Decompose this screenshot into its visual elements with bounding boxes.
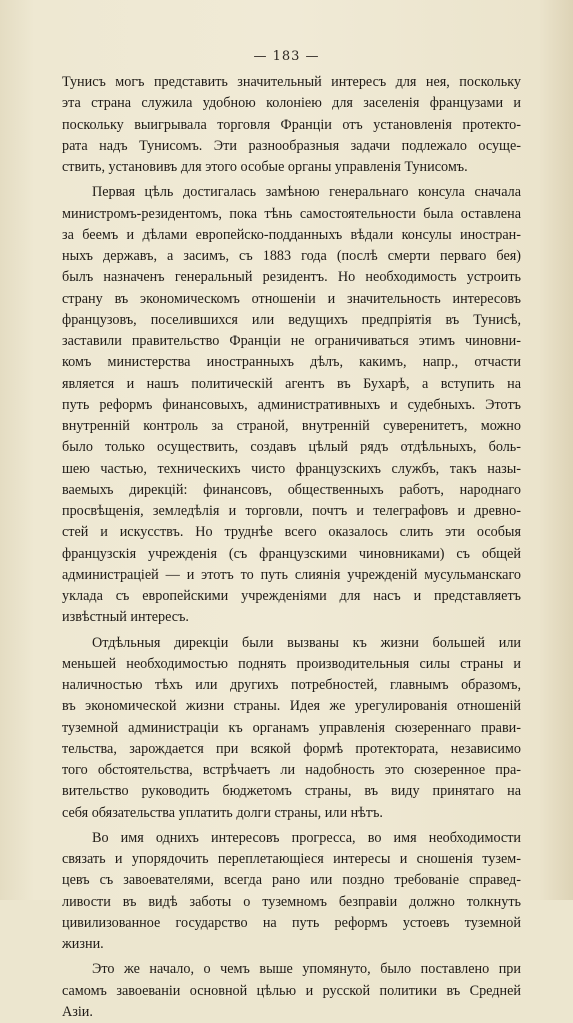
text-line: цевъ съ завоевателями, всегда рано или поздно требованіе справед-	[62, 872, 521, 889]
text-line: заставили правительство Франціи не ограничиваться этимъ чиновни-	[62, 333, 521, 349]
text-line: эта страна служила удобною колоніею для заселенія французами и	[62, 95, 521, 112]
text-line: французскія учрежденія (съ французскими чиновниками) съ общей	[62, 545, 521, 562]
text-line: является и нашъ политическій агентъ въ Бухарѣ, а вступить на	[62, 375, 521, 392]
text-line: было только осуществить, создавъ цѣлый рядъ отдѣльныхъ, боль-	[62, 439, 521, 456]
text-line: въ экономической жизни страны. Идея же урегулированія отношеній	[62, 698, 521, 715]
text-line: уклада съ европейскими учрежденіями для насъ и представляетъ	[62, 588, 521, 604]
text-line: жизни.	[62, 936, 104, 952]
text-line: меньшей необходимостью поднять производительныя силы страны и	[62, 655, 521, 672]
paragraph	[62, 633, 521, 824]
text-line: ваемыхъ дирекцій: финансовъ, общественныхъ работъ, народнаго	[62, 481, 521, 498]
text-line: администраціей — и этотъ то путь слиянія учрежденій мусульманскаго	[62, 566, 521, 583]
paragraph	[62, 828, 521, 956]
text-line: цивилизованное государство на путь реформъ устоевъ туземной	[62, 914, 521, 931]
text-line: извѣстный интересъ.	[62, 609, 189, 626]
text-line: поскольку выигрывала торговля Франціи отъ установленія протекто-	[62, 116, 521, 133]
text-body	[62, 72, 521, 1023]
paragraph	[62, 182, 521, 628]
text-line: себя обязательства уплатить долги страны, или нѣтъ.	[62, 804, 383, 821]
text-line: ливости въ видѣ заботы о туземномъ безправіи должно толкнуть	[62, 893, 521, 910]
text-line: того обстоятельства, встрѣчаетъ ли надобность это сюзеренное пра-	[62, 762, 521, 778]
text-line: туземной администраціи къ органамъ управленія сюзереннаго прави-	[62, 719, 521, 736]
text-line: Первая цѣль достигалась замѣною генеральнаго консула сначала	[92, 184, 521, 201]
text-line: ствить, установивъ для этого особые органы управленія Тунисомъ.	[62, 159, 468, 175]
text-line: былъ назначенъ генеральный резидентъ. Но необходимость устроить	[62, 269, 521, 286]
text-line: Во имя однихъ интересовъ прогресса, во имя необходимости	[92, 829, 521, 846]
text-line: самомъ завоеваніи основной цѣлью и русской политики въ Средней	[62, 982, 521, 999]
text-line: наличностью тѣхъ или другихъ потребностей, главнымъ образомъ,	[62, 677, 521, 693]
text-line: внутренній контроль за страной, внутренній суверенитетъ, можно	[62, 418, 521, 434]
text-line: путь реформъ финансовыхъ, административныхъ и судебныхъ. Этотъ	[62, 396, 521, 413]
text-line: ныхъ державъ, а засимъ, съ 1883 года (послѣ смерти перваго бея)	[62, 248, 521, 264]
text-line: связать и упорядочить переплетающіеся интересы и сношенія тузем-	[62, 851, 521, 867]
paragraph	[62, 959, 521, 1023]
text-line: французовъ, поселившихся или ведущихъ предпріятія въ Тунисѣ,	[62, 311, 521, 328]
text-line: комъ министерства иностранныхъ дѣлъ, какимъ, напр., отчасти	[62, 354, 521, 371]
text-line: шею частью, техническихъ чисто французскихъ службъ, такъ назы-	[62, 460, 521, 477]
text-line: Отдѣльныя дирекціи были вызваны къ жизни большей или	[92, 634, 521, 651]
text-line: Это же начало, о чемъ выше упомянуто, было поставлено при	[92, 961, 521, 978]
text-line: просвѣщенія, земледѣлія и торговли, почтъ и телеграфовъ и древно-	[62, 503, 521, 519]
text-line: Азіи.	[62, 1003, 93, 1020]
page-number: — 183 —	[253, 49, 320, 64]
text-line: Тунисъ могъ представить значительный интересъ для нея, поскольку	[62, 74, 521, 90]
text-line: за беемъ и дѣлами европейско-подданныхъ вѣдали консулы иностран-	[62, 226, 521, 243]
text-line: вительство руководить бюджетомъ страны, въ виду принятаго на	[62, 783, 521, 800]
text-line: рата надъ Тунисомъ. Эти разнообразныя задачи подлежало осуще-	[62, 137, 521, 154]
text-line: министромъ-резидентомъ, пока тѣнь самостоятельности была оставлена	[62, 205, 521, 222]
text-line: стей и искусствъ. Но труднѣе всего оказалось слить эти особыя	[62, 524, 521, 541]
text-line: тельства, зарождается при всякой формѣ протектората, независимо	[62, 740, 521, 757]
paragraph	[62, 72, 521, 178]
text-line: страну въ экономическомъ отношеніи и значительность интересовъ	[62, 290, 521, 307]
